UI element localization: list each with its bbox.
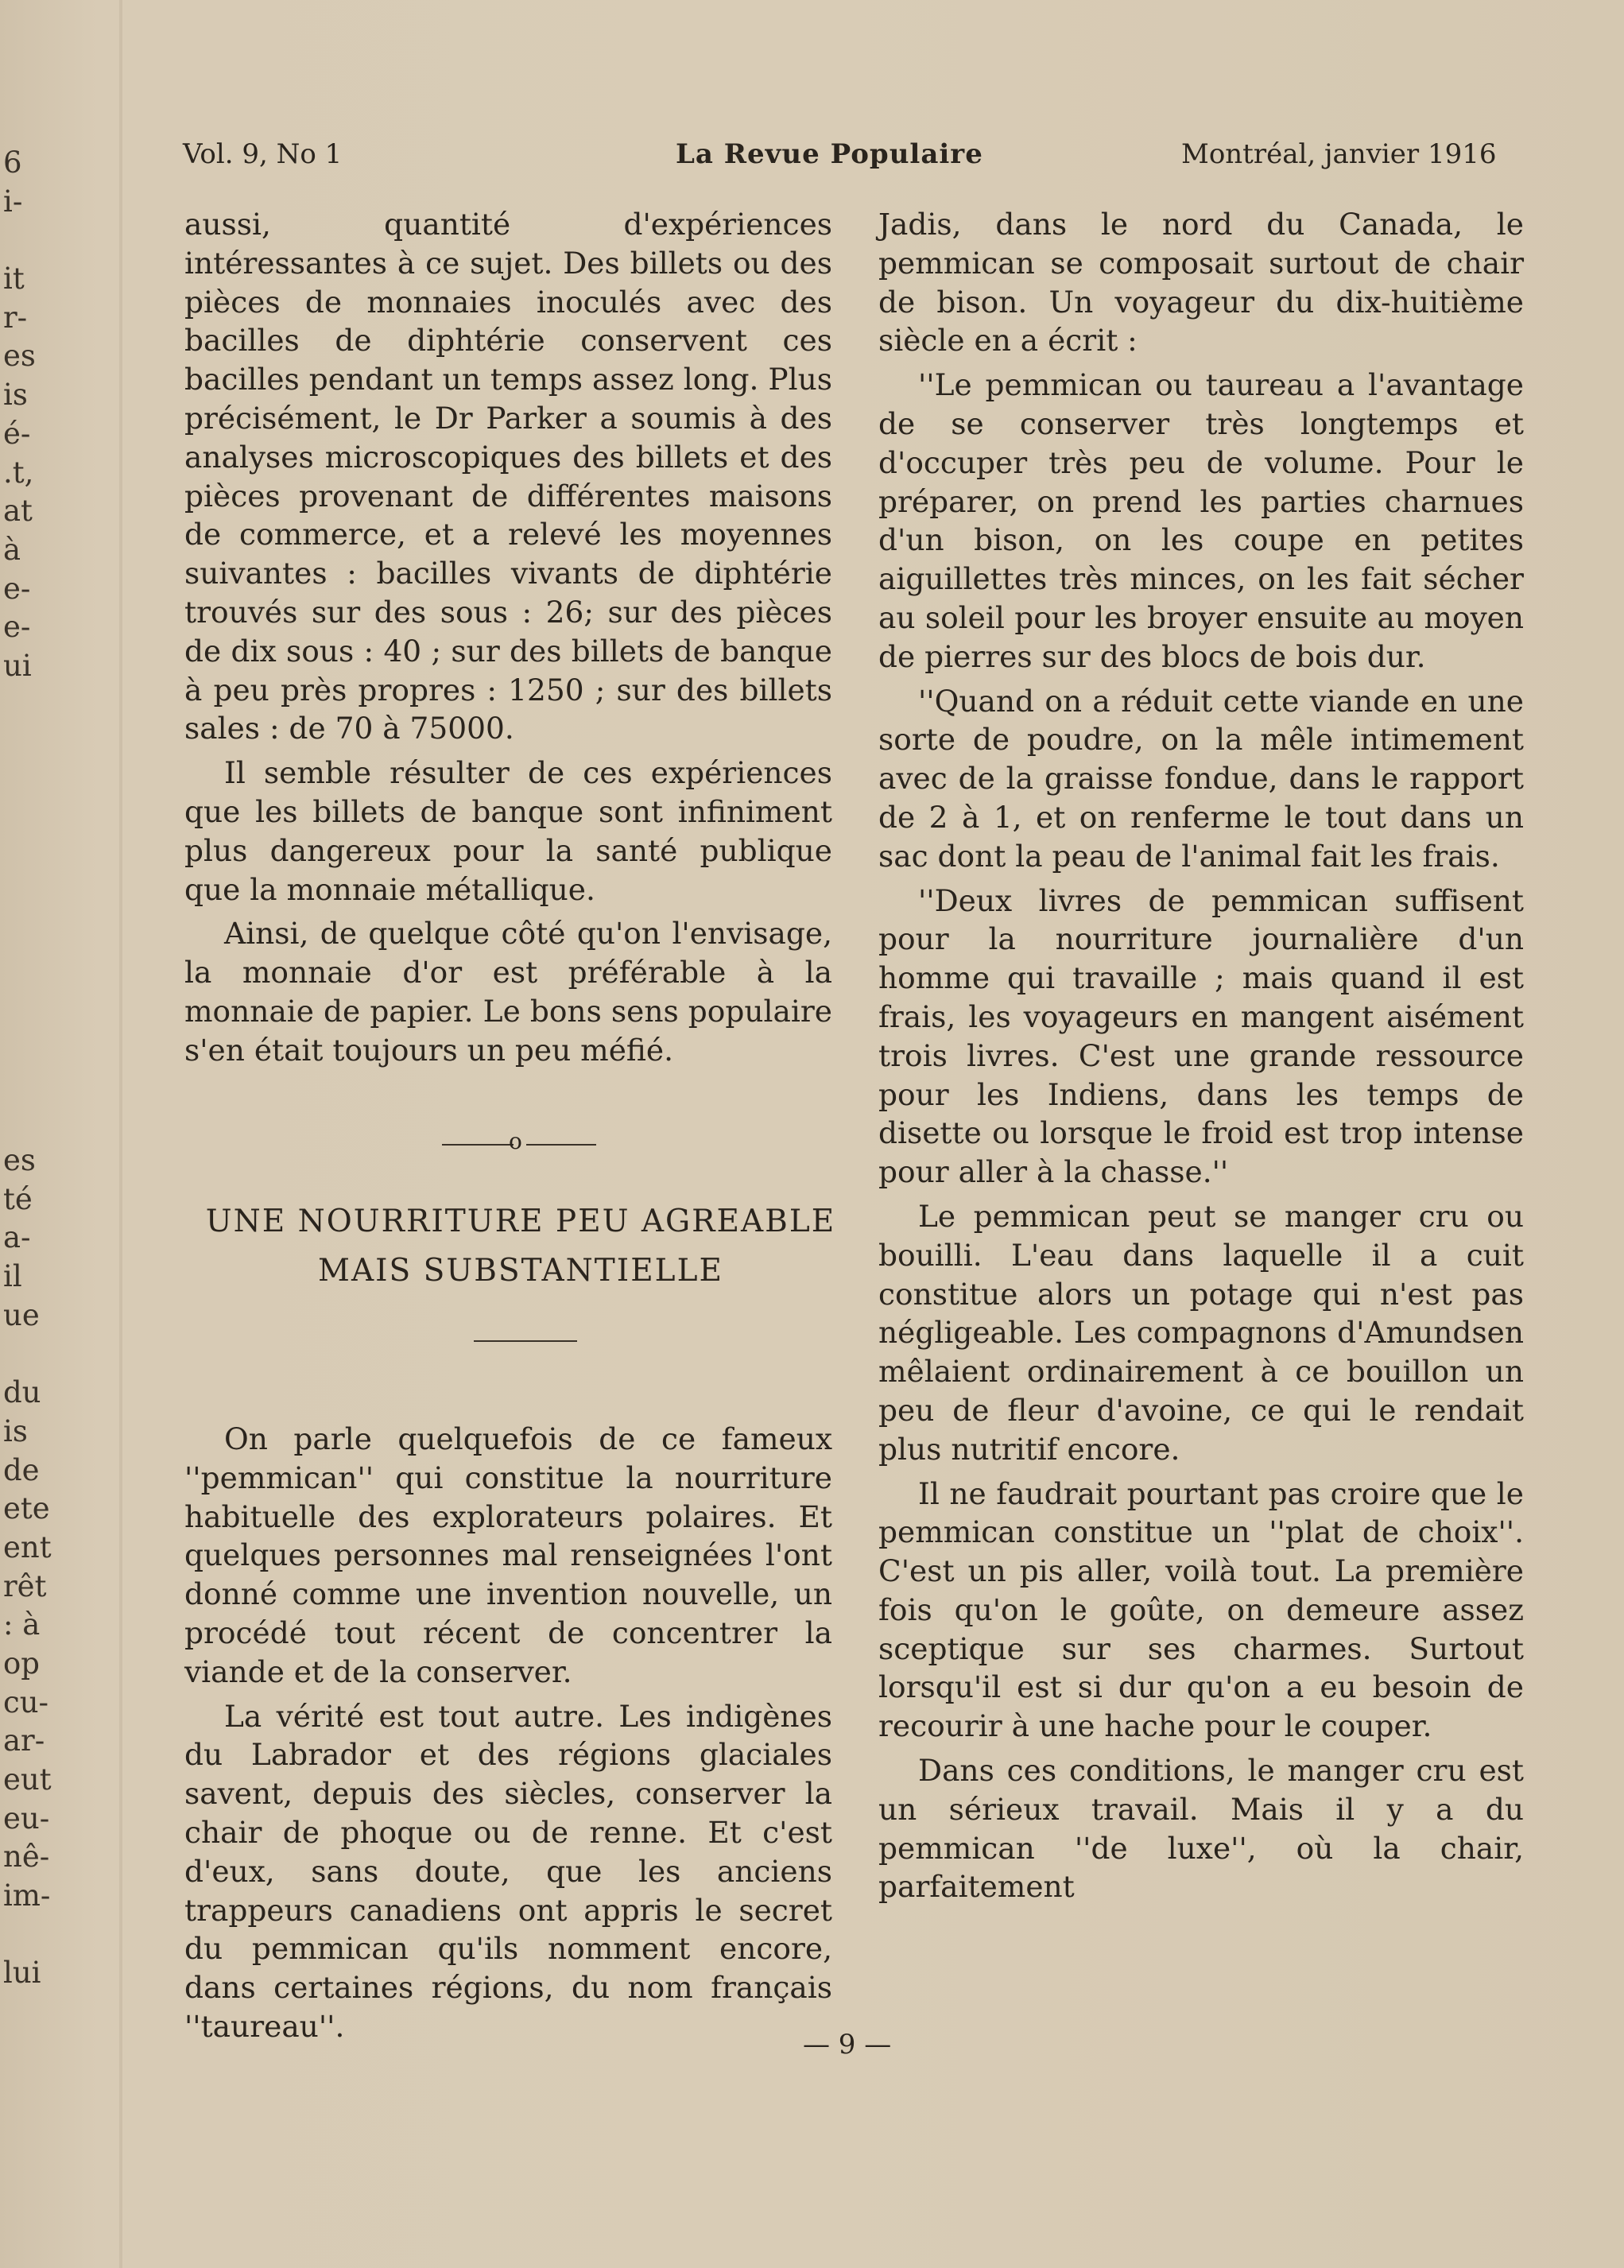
margin-fragment: r- bbox=[3, 300, 28, 335]
margin-fragment: e- bbox=[3, 571, 31, 606]
margin-fragment: op bbox=[3, 1646, 40, 1681]
previous-page-margin-bottom bbox=[3, 1143, 83, 1995]
margin-fragment: du bbox=[3, 1375, 41, 1410]
previous-page-margin-top bbox=[3, 145, 83, 688]
margin-fragment: im- bbox=[3, 1878, 51, 1913]
left-column-top bbox=[184, 205, 832, 1076]
margin-fragment: it bbox=[3, 262, 25, 297]
paragraph: On parle quelquefois de ce fameux ''pemmican'' qui constitue la nourriture habituelle des explorateurs polaires. Et quelques personnes mal renseignées l'ont donné comme une invention nouvelle, un procédé tout récent de concentrer la viande et de la conserver. bbox=[184, 1421, 832, 1689]
title-subseparator bbox=[474, 1340, 577, 1342]
margin-fragment: 6 bbox=[3, 145, 22, 180]
margin-fragment: es bbox=[3, 1143, 36, 1177]
margin-fragment: at bbox=[3, 494, 33, 529]
margin-fragment: à bbox=[3, 532, 21, 567]
article-title bbox=[183, 1197, 859, 1296]
paragraph: Jadis, dans le nord du Canada, le pemmican se composait surtout de chair de bison. Un voyageur du dix-huitième siècle en a écrit : bbox=[878, 207, 1524, 359]
margin-fragment: is bbox=[3, 378, 28, 413]
left-column-bottom bbox=[184, 1420, 832, 2052]
margin-fragment: .t, bbox=[3, 455, 34, 490]
article-title-line: UNE NOURRITURE PEU AGREABLE bbox=[205, 1204, 836, 1239]
paragraph: Il ne faudrait pourtant pas croire que le pemmican constitue un ''plat de choix''. C'est un pis aller, voilà tout. La première fois qu'on le goûte, on demeure assez sceptique sur ses charmes. Surtout lorsqu'il est si dur qu'on a eu besoin de recourir à une hache pour le couper. bbox=[878, 1475, 1524, 1744]
margin-fragment: ue bbox=[3, 1297, 40, 1332]
margin-fragment: lui bbox=[3, 1956, 41, 1991]
article-title-line: MAIS SUBSTANTIELLE bbox=[318, 1253, 723, 1289]
margin-fragment: té bbox=[3, 1181, 33, 1216]
paragraph: La vérité est tout autre. Les indigènes du Labrador et des régions glaciales savent, depuis des siècles, conserver la chair de phoque ou de renne. Et c'est d'eux, sans doute, que les anciens trappeurs canadiens ont appris le secret du pemmican qu'ils nomment encore, dans certaines régions, du nom français ''taureau''. bbox=[184, 1698, 832, 2044]
separator-ornament: o bbox=[509, 1128, 522, 1154]
page-number: — 9 — bbox=[803, 2029, 892, 2061]
issue-date: Montréal, janvier 1916 bbox=[1181, 138, 1497, 170]
margin-fragment: i- bbox=[3, 184, 23, 219]
margin-fragment bbox=[3, 1917, 83, 1956]
paragraph: Il semble résulter de ces expériences que les billets de banque sont infiniment plus dangereux pour la santé publique que la monnaie métallique. bbox=[184, 755, 832, 907]
margin-fragment: : à bbox=[3, 1607, 41, 1642]
paragraph: Le pemmican peut se manger cru ou bouilli. L'eau dans laquelle il a cuit constitue alors un potage qui n'est pas négligeable. Les compagnons d'Amundsen mêlaient ordinairement à ce bouillon un peu de fleur d'avoine, ce qui le rendait plus nutritif encore. bbox=[878, 1198, 1524, 1467]
margin-fragment: rêt bbox=[3, 1568, 47, 1603]
running-header bbox=[0, 138, 1624, 186]
margin-fragment: ete bbox=[3, 1491, 50, 1526]
volume-number: Vol. 9, No 1 bbox=[183, 138, 343, 170]
page-fold bbox=[119, 0, 122, 2268]
paragraph: ''Quand on a réduit cette viande en une sorte de poudre, on la mêle intimement avec de la graisse fondue, dans le rapport de 2 à 1, et on renferme le tout dans un sac dont la peau de l'animal fait les frais. bbox=[878, 683, 1524, 874]
margin-fragment: il bbox=[3, 1259, 22, 1294]
margin-fragment: eu- bbox=[3, 1801, 50, 1836]
margin-fragment: eut bbox=[3, 1762, 52, 1797]
margin-fragment: ent bbox=[3, 1529, 52, 1564]
margin-fragment: cu- bbox=[3, 1685, 49, 1719]
right-column bbox=[878, 205, 1524, 1912]
margin-fragment: es bbox=[3, 339, 36, 374]
margin-fragment: is bbox=[3, 1413, 28, 1448]
margin-fragment: a- bbox=[3, 1220, 31, 1255]
paragraph: Dans ces conditions, le manger cru est un sérieux travail. Mais il y a du pemmican ''de luxe'', où la chair, parfaitement bbox=[878, 1753, 1524, 1905]
margin-fragment: e- bbox=[3, 610, 31, 645]
margin-fragment: nê- bbox=[3, 1840, 50, 1874]
paragraph: ''Deux livres de pemmican suffisent pour la nourriture journalière d'un homme qui travaille ; mais quand il est frais, les voyageurs en mangent aisément trois livres. C'est une grande ressource pour les Indiens, dans les temps de disette ou lorsque le froid est trop intense pour aller à la chasse.'' bbox=[878, 882, 1524, 1190]
paragraph: ''Le pemmican ou taureau a l'avantage de se conserver très longtemps et d'occuper très peu de volume. Pour le préparer, on prend les parties charnues d'un bison, on les coupe en petites aiguillettes très minces, on les fait sécher au soleil pour les broyer ensuite au moyen de pierres sur des blocs de bois dur. bbox=[878, 367, 1524, 674]
publication-title: La Revue Populaire bbox=[676, 138, 983, 170]
margin-fragment: ar- bbox=[3, 1723, 45, 1758]
margin-fragment: é- bbox=[3, 416, 31, 451]
margin-fragment: ui bbox=[3, 648, 32, 683]
paragraph: Ainsi, de quelque côté qu'on l'envisage, la monnaie d'or est préférable à la monnaie de papier. Le bons sens populaire s'en était toujours un peu méfié. bbox=[184, 916, 832, 1068]
margin-fragment bbox=[3, 1336, 83, 1375]
margin-fragment: de bbox=[3, 1452, 40, 1487]
paragraph: aussi, quantité d'expériences intéressantes à ce sujet. Des billets ou des pièces de monnaies inoculés avec des bacilles de diphtérie conservent ces bacilles pendant un temps assez long. Plus précisément, le Dr Parker a soumis à des analyses microscopiques des billets et des pièces provenant de différentes maisons de commerce, et a relevé les moyennes suivantes : bacilles vivants de diphtérie trouvés sur des sous : 26; sur des pièces de dix sous : 40 ; sur des billets de banque à peu près propres : 1250 ; sur des billets sales : de 70 à 75000. bbox=[184, 207, 832, 746]
margin-fragment bbox=[3, 223, 83, 262]
